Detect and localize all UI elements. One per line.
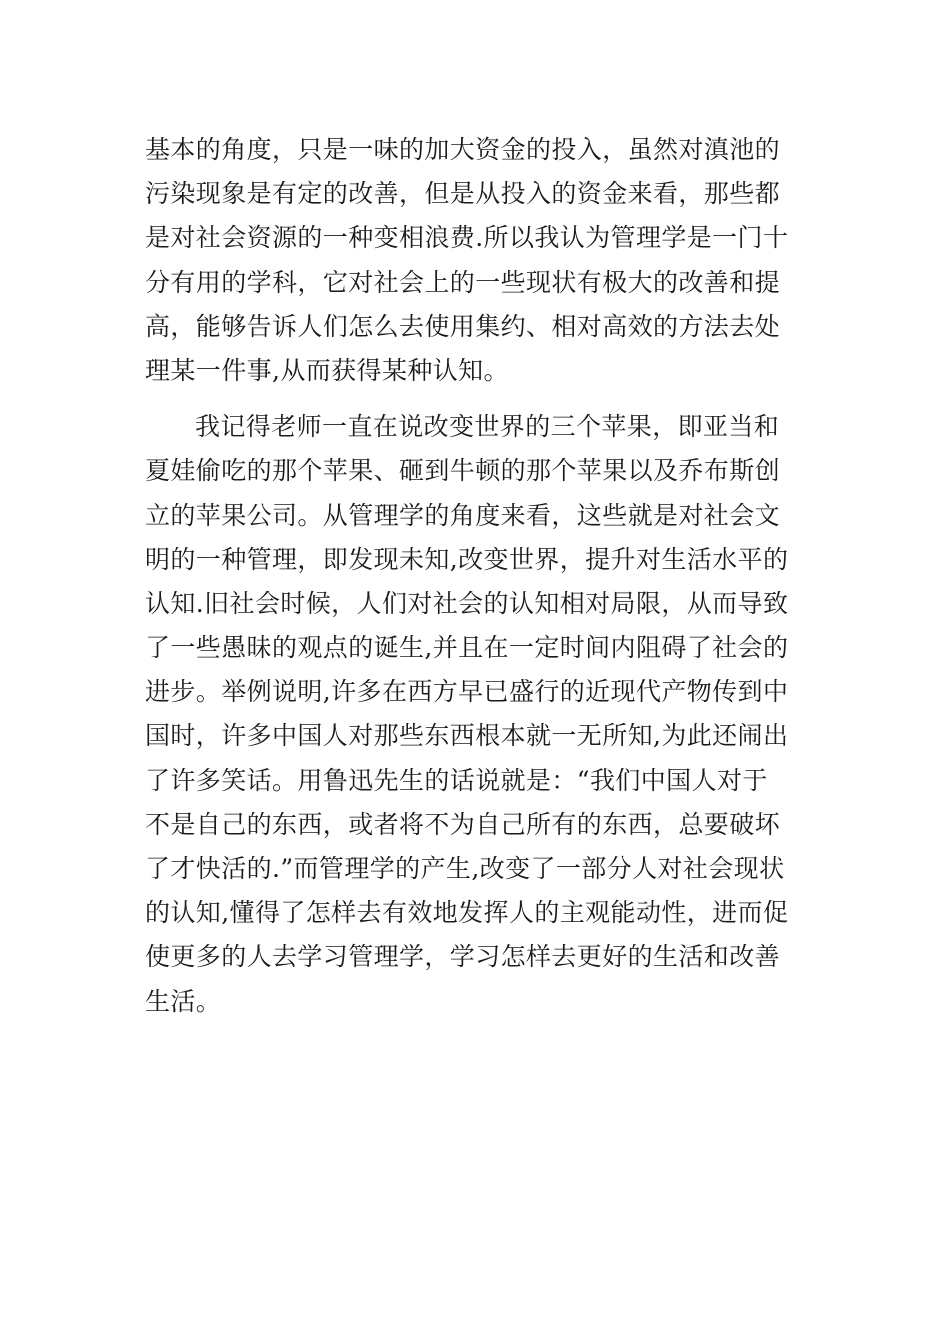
- text-line: 使更多的人去学习管理学，学习怎样去更好的生活和改善: [145, 942, 781, 972]
- text-line: 明的一种管理，即发现未知,改变世界，提升对生活水平的: [145, 544, 789, 574]
- text-line: 了一些愚昧的观点的诞生,并且在一定时间内阻碍了社会的: [145, 633, 789, 663]
- text-line: 理某一件事,从而获得某种认知。: [145, 355, 509, 385]
- text-line: 国时，许多中国人对那些东西根本就一无所知,为此还闹出: [145, 721, 789, 751]
- text-line: 夏娃偷吃的那个苹果、砸到牛顿的那个苹果以及乔布斯创: [145, 456, 781, 486]
- text-line: 了许多笑话。用鲁迅先生的话说就是：“我们中国人对于: [145, 765, 768, 795]
- document-body: [145, 128, 810, 1024]
- text-line: 不是自己的东西，或者将不为自己所有的东西，总要破坏: [145, 809, 781, 839]
- text-line: 分有用的学科，它对社会上的一些现状有极大的改善和提: [145, 267, 781, 297]
- text-line: 高，能够告诉人们怎么去使用集约、相对高效的方法去处: [145, 311, 781, 341]
- text-line: 进步。举例说明,许多在西方早已盛行的近现代产物传到中: [145, 677, 789, 707]
- text-line: 了才快活的.”而管理学的产生,改变了一部分人对社会现状: [145, 854, 785, 883]
- text-line: 的认知,懂得了怎样去有效地发挥人的主观能动性，进而促: [145, 898, 789, 928]
- text-line: 认知.旧社会时候，人们对社会的认知相对局限，从而导致: [145, 588, 789, 618]
- text-line: 我记得老师一直在说改变世界的三个苹果，即亚当和: [195, 412, 780, 442]
- text-line: 是对社会资源的一种变相浪费.所以我认为管理学是一门十: [145, 223, 789, 253]
- text-line: 基本的角度，只是一味的加大资金的投入，虽然对滇池的: [145, 135, 781, 164]
- text-line: 生活。: [145, 986, 222, 1016]
- paragraph-1: [145, 128, 810, 393]
- paragraph-2: [145, 405, 810, 1024]
- text-line: 立的苹果公司。从管理学的角度来看，这些就是对社会文: [145, 500, 781, 530]
- text-line: 污染现象是有定的改善，但是从投入的资金来看，那些都: [145, 179, 781, 209]
